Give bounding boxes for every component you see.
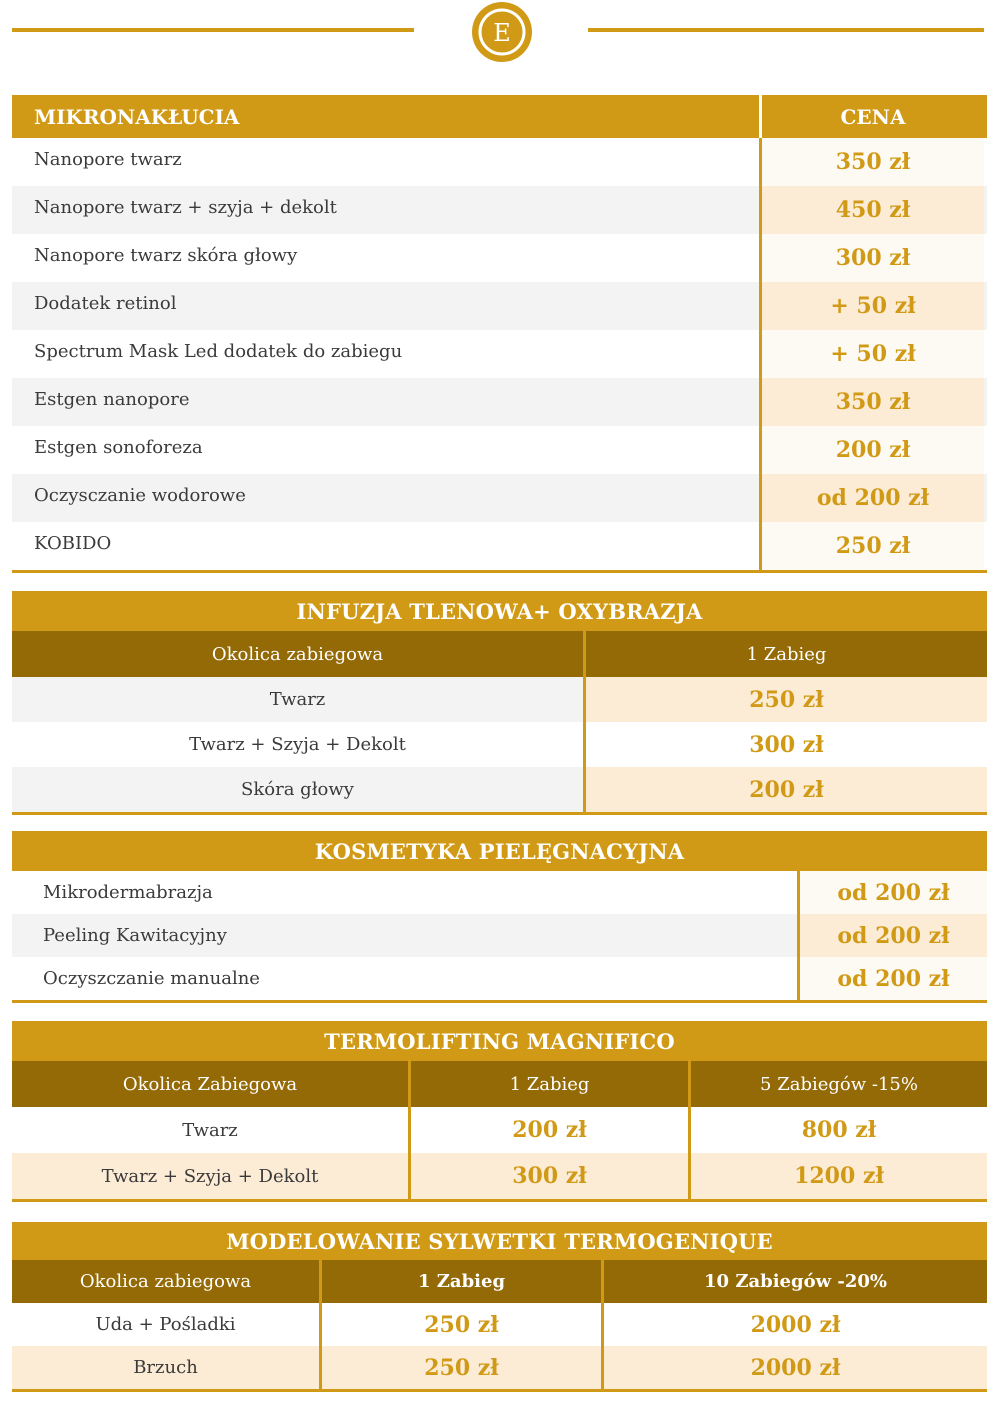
treatment-price: + 50 zł — [762, 330, 984, 378]
termolifting-rows — [12, 1107, 987, 1199]
price-column-header: CENA — [840, 104, 906, 129]
mikronaklucia-header-row — [12, 95, 987, 138]
treatment-name: Peeling Kawitacyjny — [12, 914, 800, 957]
termolifting-col-area: Okolica Zabiegowa — [12, 1061, 411, 1107]
mikronaklucia-rows — [12, 138, 987, 570]
treatment-price: od 200 zł — [800, 914, 987, 957]
modelowanie-title-bar — [12, 1222, 987, 1260]
area-name: Brzuch — [12, 1346, 322, 1389]
table-row — [12, 186, 987, 234]
top-rule-right — [588, 28, 984, 32]
price-package: 1200 zł — [794, 1163, 884, 1189]
termolifting-title: TERMOLIFTING MAGNIFICO — [324, 1028, 675, 1054]
infuzja-rows — [12, 677, 987, 812]
table-row — [12, 474, 987, 522]
logo-emblem — [470, 0, 534, 64]
mikronaklucia-bottom-rule — [12, 570, 987, 573]
price-package: 800 zł — [801, 1117, 877, 1143]
price-single: 250 zł — [322, 1346, 604, 1389]
infuzja-title-bar — [12, 591, 987, 631]
table-row — [12, 1346, 987, 1389]
area-name: Skóra głowy — [12, 767, 586, 812]
modelowanie-rows — [12, 1303, 987, 1389]
modelowanie-bottom-rule — [12, 1389, 987, 1392]
area-name: Twarz — [12, 677, 586, 722]
termolifting-column-headers — [12, 1061, 987, 1107]
modelowanie-title: MODELOWANIE SYLWETKI TERMOGENIQUE — [226, 1228, 773, 1254]
treatment-name: Nanopore twarz — [12, 138, 762, 186]
mikronaklucia-title: MIKRONAKŁUCIA — [12, 95, 762, 138]
table-row — [12, 722, 987, 767]
treatment-price: od 200 zł — [800, 871, 987, 914]
kosmetyka-bottom-rule — [12, 1000, 987, 1003]
table-row — [12, 1153, 987, 1199]
treatment-name: Nanopore twarz + szyja + dekolt — [12, 186, 762, 234]
treatment-price: 200 zł — [762, 426, 984, 474]
area-name: Uda + Pośladki — [12, 1303, 322, 1346]
treatment-price: 350 zł — [762, 378, 984, 426]
table-row — [12, 871, 987, 914]
modelowanie-col-area: Okolica zabiegowa — [12, 1260, 322, 1303]
treatment-price: od 200 zł — [762, 474, 984, 522]
kosmetyka-title-bar — [12, 831, 987, 871]
treatment-price: 450 zł — [762, 186, 984, 234]
table-row — [12, 1303, 987, 1346]
area-price: 250 zł — [586, 677, 987, 722]
kosmetyka-title: KOSMETYKA PIELĘGNACYJNA — [314, 838, 685, 864]
table-row — [12, 1107, 987, 1153]
treatment-name: Oczysczanie wodorowe — [12, 474, 762, 522]
infuzja-col-area: Okolica zabiegowa — [12, 631, 586, 677]
area-price: 300 zł — [586, 722, 987, 767]
table-row — [12, 138, 987, 186]
treatment-price: 350 zł — [762, 138, 984, 186]
modelowanie-column-headers — [12, 1260, 987, 1303]
treatment-name: Mikrodermabrazja — [12, 871, 800, 914]
termolifting-bottom-rule — [12, 1199, 987, 1202]
price-package: 2000 zł — [750, 1354, 841, 1381]
logo-letter: E — [493, 19, 511, 47]
modelowanie-col-10: 10 Zabiegów -20% — [704, 1271, 887, 1292]
treatment-price: 300 zł — [762, 234, 984, 282]
table-row — [12, 330, 987, 378]
termolifting-col-5: 5 Zabiegów -15% — [760, 1073, 918, 1095]
modelowanie-col-1: 1 Zabieg — [322, 1260, 604, 1303]
treatment-price: 250 zł — [762, 522, 984, 570]
section-mikronaklucia — [12, 95, 987, 573]
table-row — [12, 234, 987, 282]
area-name: Twarz — [12, 1107, 411, 1153]
infuzja-column-headers — [12, 631, 987, 677]
termolifting-title-bar — [12, 1021, 987, 1061]
table-row — [12, 677, 987, 722]
treatment-price: od 200 zł — [800, 957, 987, 1000]
table-row — [12, 957, 987, 1000]
table-row — [12, 282, 987, 330]
infuzja-col-price: 1 Zabieg — [746, 643, 827, 665]
area-name: Twarz + Szyja + Dekolt — [12, 722, 586, 767]
treatment-name: Estgen sonoforeza — [12, 426, 762, 474]
section-infuzja — [12, 591, 987, 815]
table-row — [12, 767, 987, 812]
treatment-name: Oczyszczanie manualne — [12, 957, 800, 1000]
infuzja-title: INFUZJA TLENOWA+ OXYBRAZJA — [296, 598, 703, 624]
table-row — [12, 522, 987, 570]
treatment-name: Dodatek retinol — [12, 282, 762, 330]
treatment-name: Spectrum Mask Led dodatek do zabiegu — [12, 330, 762, 378]
section-modelowanie — [12, 1222, 987, 1392]
treatment-name: Nanopore twarz skóra głowy — [12, 234, 762, 282]
table-row — [12, 426, 987, 474]
top-rule-left — [12, 28, 414, 32]
treatment-price: + 50 zł — [762, 282, 984, 330]
section-kosmetyka — [12, 831, 987, 1003]
treatment-name: KOBIDO — [12, 522, 762, 570]
table-row — [12, 914, 987, 957]
price-package: 2000 zł — [750, 1311, 841, 1338]
price-single: 300 zł — [411, 1153, 691, 1199]
area-name: Twarz + Szyja + Dekolt — [12, 1153, 411, 1199]
table-row — [12, 378, 987, 426]
kosmetyka-rows — [12, 871, 987, 1000]
termolifting-col-1: 1 Zabieg — [411, 1061, 691, 1107]
price-single: 250 zł — [322, 1303, 604, 1346]
section-termolifting — [12, 1021, 987, 1202]
infuzja-bottom-rule — [12, 812, 987, 815]
area-price: 200 zł — [586, 767, 987, 812]
price-single: 200 zł — [411, 1107, 691, 1153]
treatment-name: Estgen nanopore — [12, 378, 762, 426]
